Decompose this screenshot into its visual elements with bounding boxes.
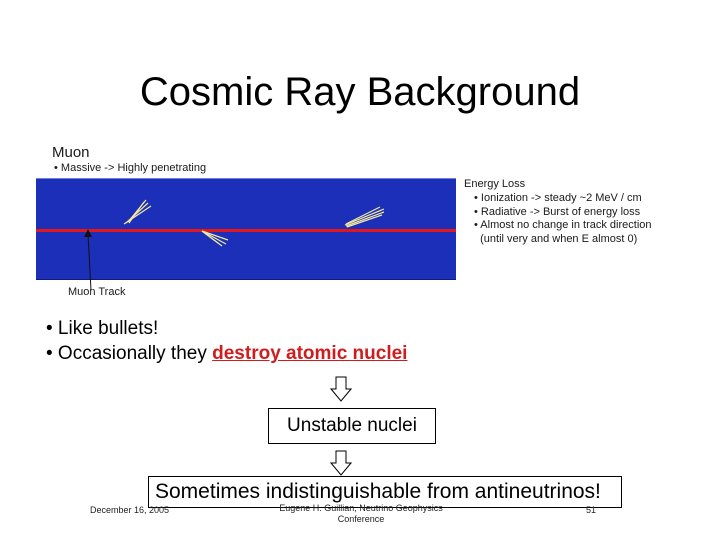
burst-3 — [345, 207, 384, 227]
bullet-item — [46, 341, 407, 366]
muon-figure — [36, 140, 696, 305]
figure-heading: Muon — [52, 144, 90, 161]
energy-loss-title: Energy Loss — [464, 178, 526, 190]
bullet-list — [46, 316, 407, 366]
footer-author-line: Conference — [337, 514, 385, 524]
burst-1 — [124, 200, 151, 224]
figure-subheading: • Massive -> Highly penetrating — [54, 162, 207, 174]
slide-title: Cosmic Ray Background — [139, 70, 581, 114]
energy-loss-item: (until very and when E almost 0) — [474, 232, 638, 245]
down-arrow-icon — [330, 450, 352, 476]
footer-date: December 16, 2005 — [90, 505, 170, 515]
energy-loss-item: • Ionization -> steady ~2 MeV / cm — [474, 192, 642, 204]
energy-loss-item: • Radiative -> Burst of energy loss — [474, 205, 641, 218]
energy-loss-item: • Almost no change in track direction — [474, 219, 652, 231]
down-arrow-icon — [330, 376, 352, 402]
highlight-text: destroy atomic nuclei — [212, 343, 408, 364]
antineutrino-box: Sometimes indistinguishable from antineutrinos! — [148, 476, 622, 508]
footer-page-number: 51 — [586, 505, 597, 515]
unstable-nuclei-box: Unstable nuclei — [268, 408, 436, 444]
footer-author-line: Eugene H. Guillian, Neutrino Geophysics — [279, 503, 443, 513]
bullet-text: • Occasionally they — [46, 343, 213, 364]
burst-2 — [202, 231, 228, 246]
energy-loss-list — [474, 192, 652, 246]
bullet-item: • Like bullets! — [46, 318, 159, 339]
footer-author — [276, 503, 446, 525]
muon-track-label: Muon Track — [68, 286, 126, 298]
track-pointer-arrow — [84, 229, 92, 290]
